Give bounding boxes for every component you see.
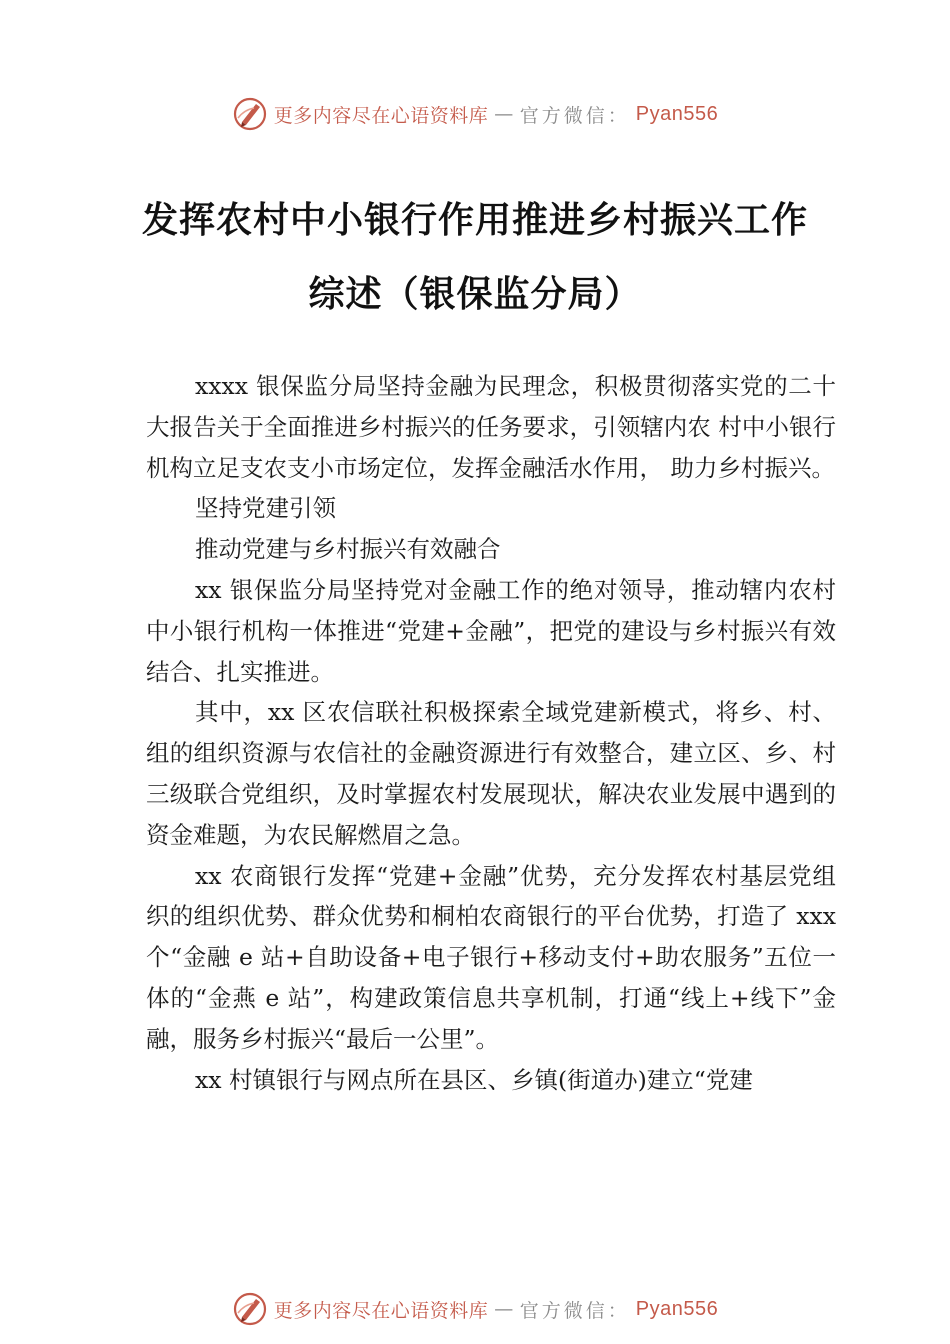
- watermark-main-text: 更多内容尽在心语资料库: [273, 1299, 489, 1322]
- watermark-official-label: 官方微信：: [519, 104, 630, 127]
- pen-logo-icon: [232, 96, 268, 132]
- watermark-wechat-id: Pyan556: [635, 1297, 719, 1320]
- watermark-official-label: 官方微信：: [519, 1299, 630, 1322]
- paragraph: 其中，xx 区农信联社积极探索全域党建新模式，将乡、村、组的组织资源与农信社的金融资源进行有效整合，建立区、乡、村三级联合党组织，及时掌握农村发展现状，解决农业发展中遇到的资金难题，为农民解燃眉之急。: [146, 698, 836, 849]
- watermark-dash: —: [494, 1298, 514, 1320]
- document-title-line-1: 发挥农村中小银行作用推进乡村振兴工作: [141, 199, 808, 241]
- section-heading: 坚持党建引领: [195, 494, 336, 523]
- paragraph: xx 农商银行发挥“党建+金融”优势，充分发挥农村基层党组织的组织优势、群众优势和桐柏农商银行的平台优势，打造了 xxx 个“金融 e 站+自助设备+电子银行+移动支付+助农服务”五位一体的“金燕 e 站”，构建政策信息共享机制，打通“线上+线下”金融，服务乡村振兴“最后一公里”。: [146, 861, 836, 1053]
- pen-logo-icon: [232, 1291, 268, 1327]
- document-title-line-2: 综述（银保监分局）: [308, 273, 642, 315]
- paragraph-intro: xxxx 银保监分局坚持金融为民理念，积极贯彻落实党的二十大报告关于全面推进乡村振兴的任务要求，引领辖内农 村中小银行机构立足支农支小市场定位，发挥金融活水作用， 助力乡村振兴。: [146, 372, 836, 482]
- section-subheading: 推动党建与乡村振兴有效融合: [195, 535, 501, 564]
- paragraph: xx 银保监分局坚持党对金融工作的绝对领导，推动辖内农村中小银行机构一体推进“党建+金融”，把党的建设与乡村振兴有效结合、扎实推进。: [146, 575, 836, 686]
- paragraph-truncated: xx 村镇银行与网点所在县区、乡镇(街道办)建立“党建: [195, 1065, 753, 1094]
- watermark-wechat-id: Pyan556: [635, 102, 719, 125]
- watermark-header: [0, 94, 950, 134]
- document-body: [146, 366, 836, 1100]
- watermark-footer: [0, 1289, 950, 1329]
- watermark-main-text: 更多内容尽在心语资料库: [273, 104, 489, 127]
- watermark-dash: —: [494, 103, 514, 125]
